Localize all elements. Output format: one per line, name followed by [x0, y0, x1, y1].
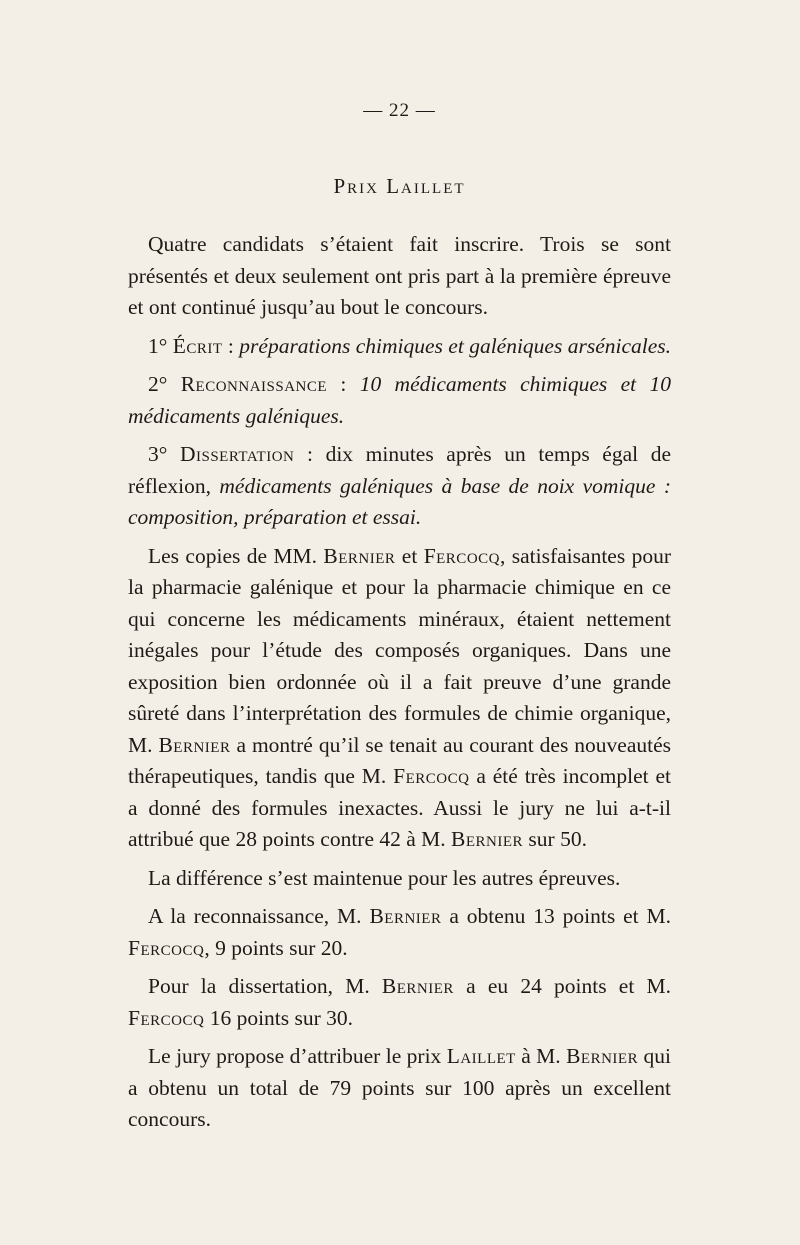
- text-run: et: [395, 543, 424, 568]
- text-run: Les copies de MM.: [148, 543, 324, 568]
- candidate-name: Bernier: [369, 904, 442, 928]
- paragraph-dissertation-results: [128, 971, 671, 1034]
- document-page: [128, 100, 671, 1143]
- paragraph-dissertation-exam: [128, 439, 671, 534]
- item-label: Dissertation: [179, 442, 295, 466]
- item-text: 10 médicaments chimiques et 10 médicaments galéniques.: [128, 372, 671, 428]
- text-run: a montré qu’il se tenait au courant des nouveautés thérapeutiques, tandis que M.: [128, 732, 671, 788]
- item-text: médicaments galéniques à base de noix vomique : composition, préparation et essai.: [128, 473, 671, 529]
- text-run: A la reconnaissance, M.: [148, 904, 370, 928]
- candidate-name: Bernier: [381, 974, 454, 998]
- page-number: — 22 —: [363, 100, 436, 121]
- text-run: Le jury propose d’attribuer le prix: [148, 1044, 447, 1068]
- item-number: 1°: [148, 333, 173, 358]
- text-run: a eu 24 points et M.: [453, 974, 671, 998]
- paragraph-candidates: Quatre candidats s’étaient fait inscrire. Trois se sont présentés et deux seulement ont pris part à la première épreuve et ont continué jusqu’au bout le concours.: [128, 232, 671, 319]
- text-run: à M.: [515, 1044, 567, 1068]
- text-run: Pour la dissertation, M.: [148, 974, 382, 998]
- paragraph-written-exam: [128, 331, 671, 363]
- item-number: 3°: [148, 442, 180, 466]
- item-label: Écrit: [172, 333, 223, 358]
- section-heading: Prix Laillet: [333, 174, 466, 198]
- text-run: sur 50.: [523, 827, 587, 851]
- paragraph-difference: La différence s’est maintenue pour les autres épreuves.: [148, 865, 621, 890]
- text-run: qui a obtenu un total de 79 points sur 100 après un excellent concours.: [128, 1044, 671, 1131]
- paragraph-copies-assessment: [128, 541, 671, 856]
- paragraph-jury-proposal: [128, 1041, 671, 1136]
- candidate-name: Bernier: [566, 1044, 639, 1068]
- item-separator: :: [222, 333, 240, 358]
- text-run: , 9 points sur 20.: [204, 935, 348, 960]
- candidate-name: Fercocq: [128, 1005, 205, 1030]
- text-run: a été très incomplet et a donné des formules inexactes. Aussi le jury ne lui a-t-il attribué que 28 points contre 42 à M.: [128, 764, 672, 851]
- item-number: 2°: [148, 372, 181, 396]
- item-plain-text: dix minutes après un temps égal de réflexion,: [128, 442, 671, 498]
- item-separator: :: [327, 372, 360, 396]
- candidate-name: Fercocq: [128, 935, 205, 960]
- candidate-name: Bernier: [451, 827, 524, 851]
- candidate-name: Bernier: [323, 543, 396, 568]
- text-run: , satisfaisantes pour la pharmacie galénique et pour la pharmacie chimique en ce qui concerne les médicaments minéraux, étaient nettement inégales pour l’étude des composés organiques. Dans une exposition bien ordonnée où il a fait preuve d’une grande sûreté dans l’interprétation des formules de chimie organique, M.: [128, 543, 671, 757]
- text-run: 16 points sur 30.: [204, 1005, 354, 1030]
- paragraph-recognition-exam: [128, 369, 671, 432]
- item-label: Reconnaissance: [180, 372, 328, 396]
- paragraph-recognition-results: [128, 901, 671, 964]
- prize-name: Laillet: [446, 1044, 516, 1068]
- candidate-name: Fercocq: [393, 764, 470, 788]
- candidate-name: Fercocq: [423, 543, 500, 568]
- item-separator: :: [294, 442, 326, 466]
- text-run: a obtenu 13 points et M.: [441, 904, 671, 928]
- item-text: préparations chimiques et galéniques arsénicales.: [239, 333, 672, 358]
- candidate-name: Bernier: [158, 732, 231, 757]
